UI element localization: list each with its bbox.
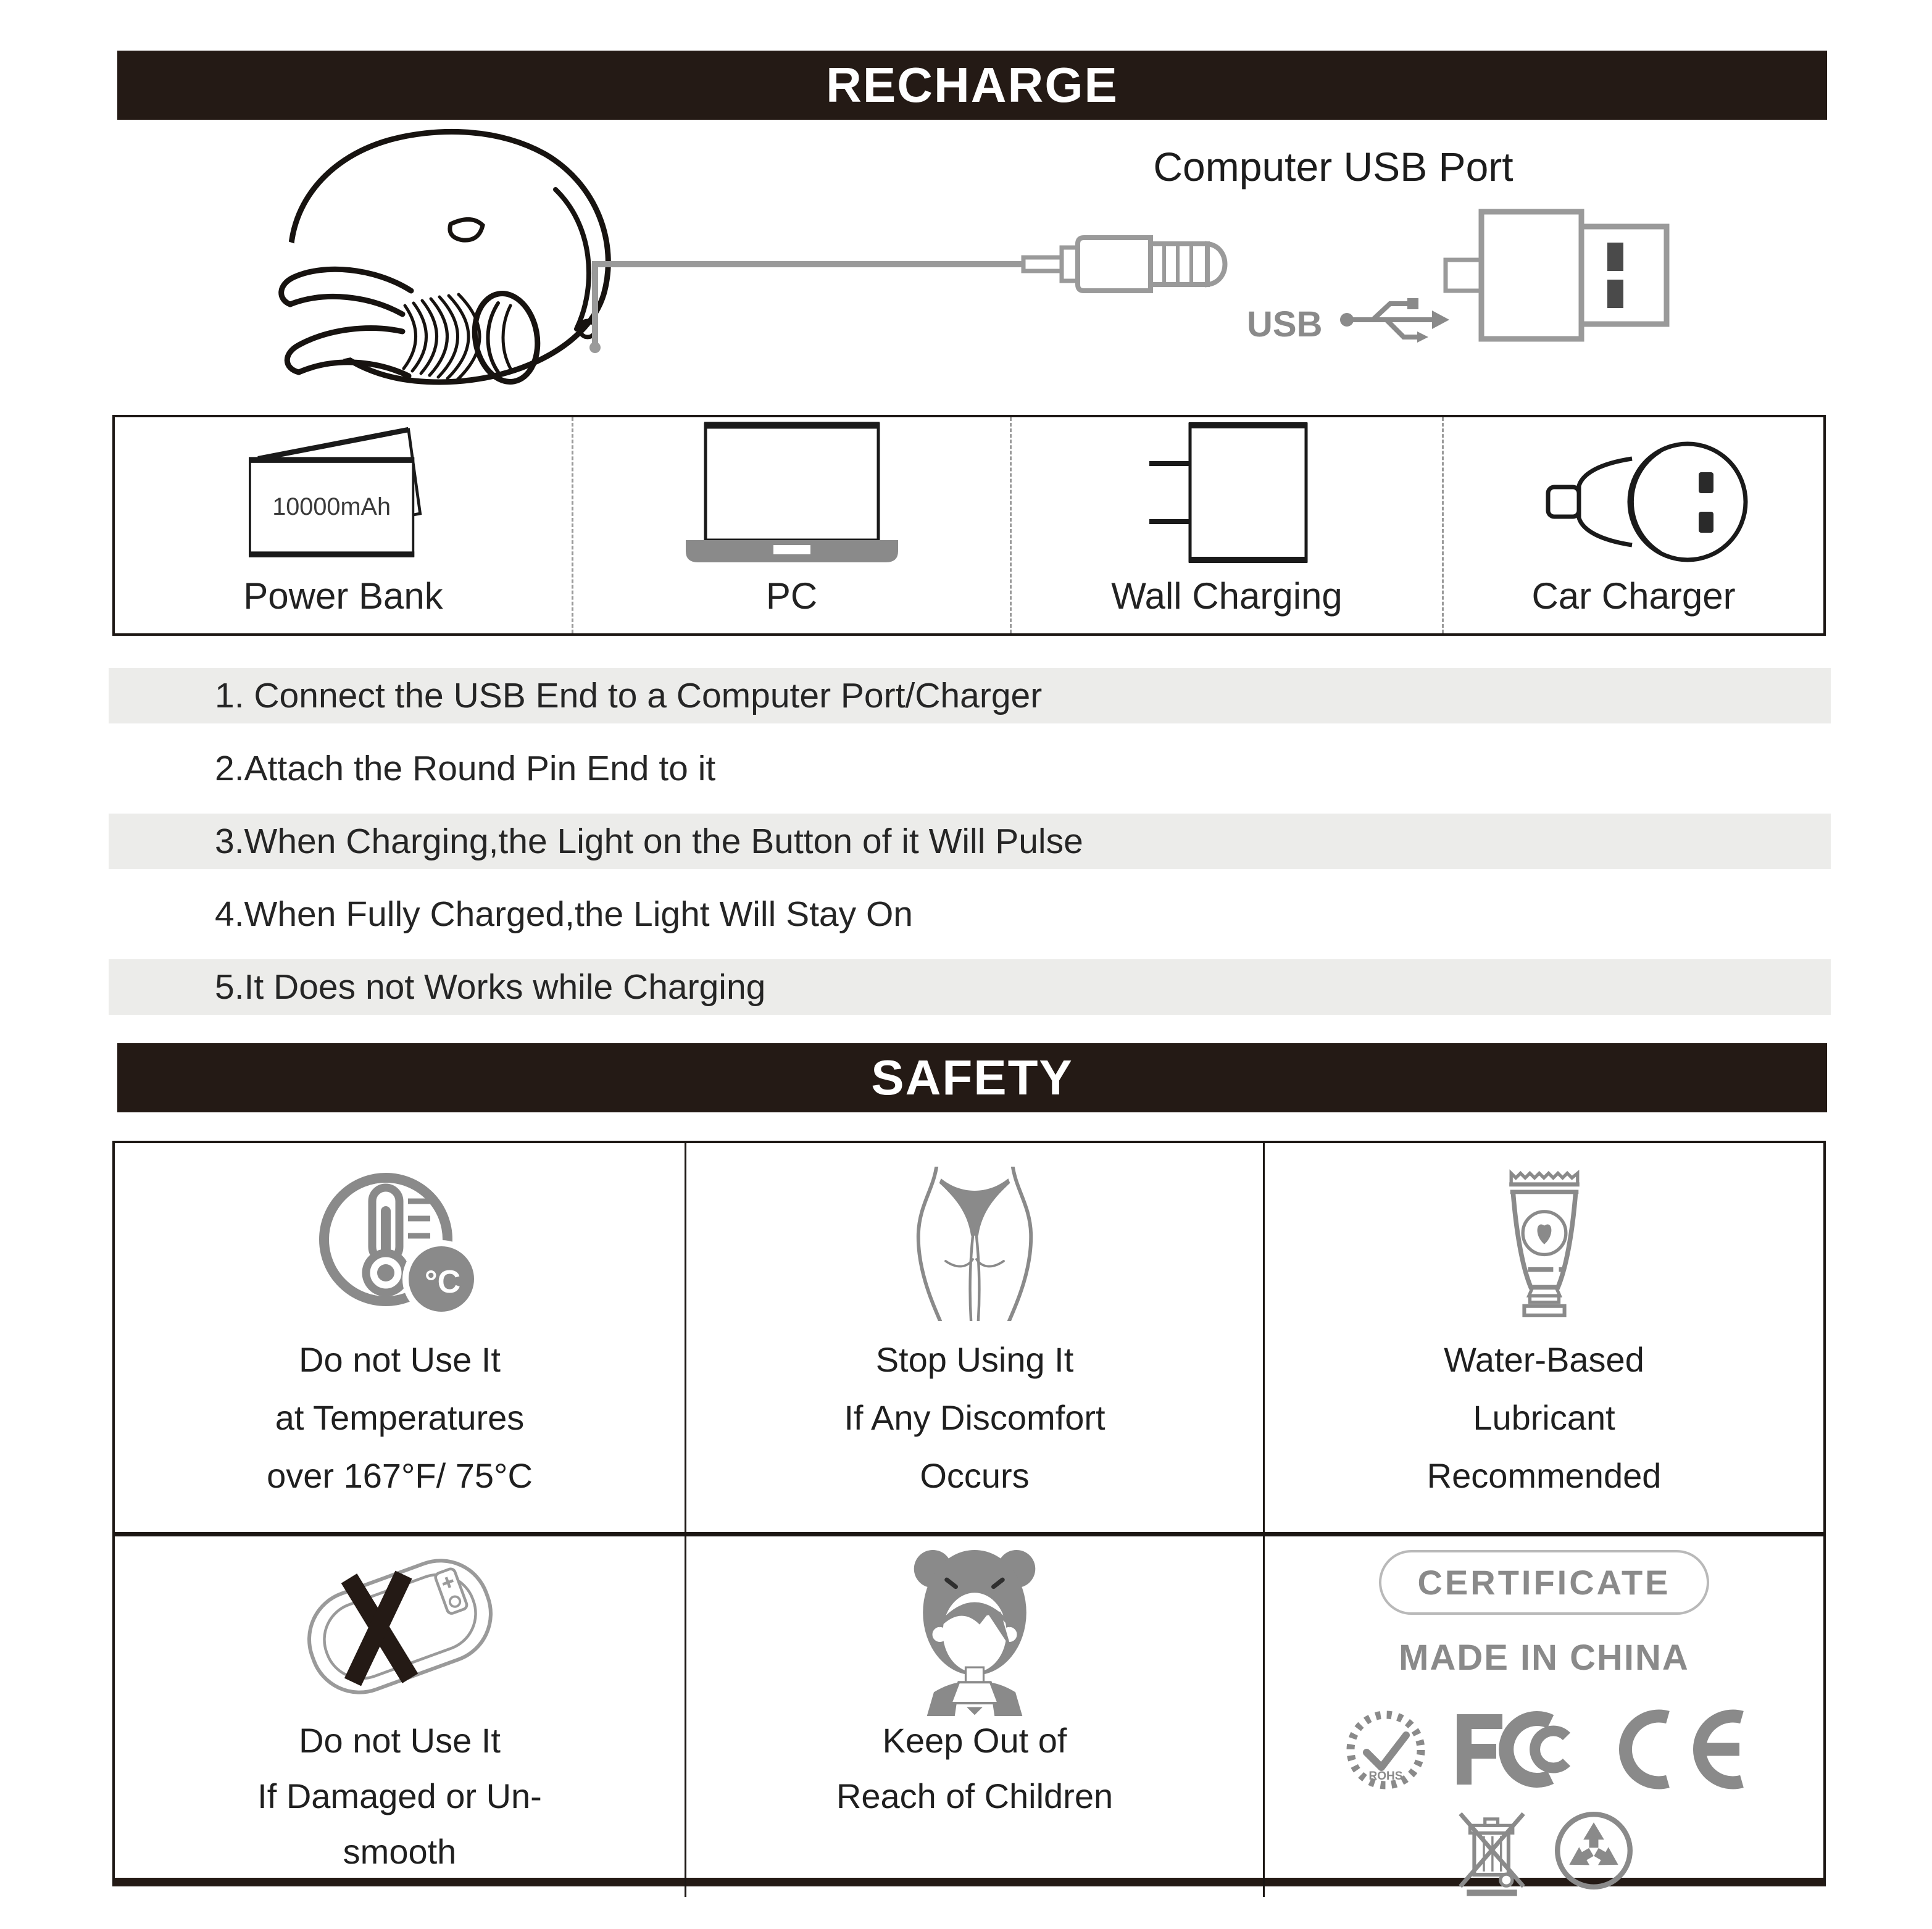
device-illustration [241, 131, 608, 386]
rohs-label: ROHS [1368, 1770, 1402, 1783]
body-discomfort-icon [882, 1167, 1067, 1321]
disposal-marks [1452, 1804, 1637, 1897]
method-label: Wall Charging [1111, 575, 1343, 617]
recharge-step [109, 886, 1831, 942]
recharge-step [109, 814, 1831, 869]
fcc-icon [1446, 1703, 1588, 1796]
computer-usb-port-label: Computer USB Port [1153, 144, 1514, 190]
step-text: 1. Connect the USB End to a Computer Port/Charger [215, 676, 1043, 715]
recharge-title: RECHARGE [826, 57, 1118, 112]
safety-caption: Water-Based Lubricant Recommended [1426, 1340, 1662, 1495]
safety-caption: Do not Use It at Temperatures over 167°F/ 75°C [267, 1340, 533, 1495]
lubricant-tube-icon [1480, 1167, 1609, 1321]
power-bank-icon [238, 415, 448, 570]
safety-cell-damaged [115, 1532, 685, 1897]
usb-connection-label [1247, 290, 1455, 358]
step-text: 4.When Fully Charged,the Light Will Stay On [215, 894, 914, 934]
safety-caption: Stop Using It If Any Discomfort Occurs [844, 1340, 1105, 1495]
child-icon [904, 1537, 1046, 1716]
safety-cell-children [685, 1532, 1263, 1897]
method-car-charger [1442, 417, 1823, 633]
safety-title: SAFETY [871, 1050, 1073, 1105]
temperature-warning-icon [310, 1167, 489, 1321]
damaged-device-icon [267, 1534, 533, 1719]
charging-cable [589, 264, 1023, 353]
safety-cell-temperature [115, 1143, 685, 1532]
power-bank-capacity: 10000mAh [272, 493, 391, 520]
safety-caption: Do not Use It If Damaged or Un- smooth [257, 1721, 542, 1871]
ce-icon [1601, 1706, 1749, 1793]
step-text: 5.It Does not Works while Charging [215, 967, 766, 1007]
laptop-icon [675, 415, 909, 570]
recharge-step [109, 959, 1831, 1015]
method-label: Power Bank [243, 575, 443, 617]
method-wall-charging [1010, 417, 1442, 633]
safety-caption: Keep Out of Reach of Children [836, 1721, 1114, 1815]
method-label: Car Charger [1531, 575, 1736, 617]
method-power-bank [115, 417, 572, 633]
step-text: 3.When Charging,the Light on the Button of it Will Pulse [215, 822, 1083, 861]
wall-charger-icon [1141, 415, 1314, 570]
safety-box [112, 1141, 1826, 1886]
usb-trident-icon [1338, 290, 1455, 358]
car-charger-icon [1514, 434, 1754, 570]
safety-cell-lubricant [1263, 1143, 1823, 1532]
charging-methods-box [112, 415, 1826, 636]
celsius-badge: °C [424, 1264, 460, 1300]
method-pc [572, 417, 1010, 633]
method-label: PC [765, 575, 818, 617]
rohs-wreath-icon [1339, 1703, 1432, 1796]
recharge-step [109, 741, 1831, 796]
safety-section-header [117, 1043, 1827, 1112]
weee-bin-icon [1452, 1804, 1532, 1897]
round-pin-connector [1023, 238, 1225, 291]
usb-plug [1446, 212, 1667, 339]
recharge-steps [109, 668, 1831, 1032]
recycle-icon [1551, 1807, 1637, 1894]
safety-cell-certifications [1263, 1532, 1823, 1897]
step-text: 2.Attach the Round Pin End to it [215, 749, 716, 788]
made-in-china-label: MADE IN CHINA [1399, 1638, 1689, 1678]
recharge-step [109, 668, 1831, 723]
usb-label: USB [1247, 304, 1323, 344]
safety-cell-discomfort [685, 1143, 1263, 1532]
certificate-badge: CERTIFICATE [1379, 1550, 1709, 1615]
certification-marks [1339, 1703, 1749, 1796]
recharge-section-header [117, 51, 1827, 120]
